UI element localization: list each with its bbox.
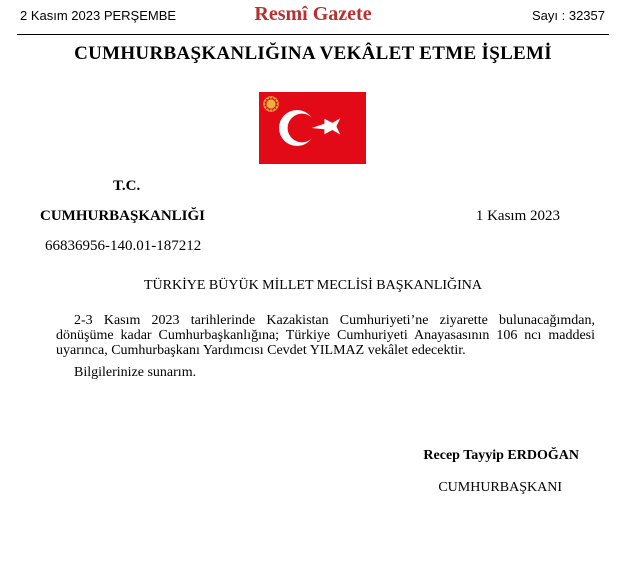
body-line: dönüşüme kadar Cumhurbaşkanlığına; Türkiye Cumhuriyeti Anayasasının 106 ncı maddesi bbox=[56, 328, 595, 343]
turkish-flag-icon bbox=[259, 92, 366, 164]
header-divider bbox=[17, 34, 609, 35]
document-title: CUMHURBAŞKANLIĞINA VEKÂLET ETME İŞLEMİ bbox=[74, 43, 552, 64]
signer-name: Recep Tayyip ERDOĞAN bbox=[423, 448, 579, 463]
body-line: 2-3 Kasım 2023 tarihlerinde Kazakistan Cumhuriyeti’ne ziyarette bulunacağımdan, bbox=[74, 313, 595, 328]
addressee: TÜRKİYE BÜYÜK MİLLET MECLİSİ BAŞKANLIĞINA bbox=[143, 278, 483, 293]
document-date: 1 Kasım 2023 bbox=[475, 208, 560, 224]
body-line: uyarınca, Cumhurbaşkanı Yardımcısı Cevdet YILMAZ vekâlet edecektir. bbox=[56, 343, 466, 358]
issue-number: Sayı : 32357 bbox=[532, 8, 605, 23]
closing-line: Bilgilerinize sunarım. bbox=[74, 365, 197, 380]
signer-title: CUMHURBAŞKANI bbox=[438, 480, 562, 495]
issuing-office: CUMHURBAŞKANLIĞI bbox=[40, 208, 206, 224]
header-date: 2 Kasım 2023 PERŞEMBE bbox=[20, 8, 177, 23]
body-paragraph bbox=[56, 313, 595, 358]
tc-heading: T.C. bbox=[113, 178, 141, 194]
gazette-header bbox=[0, 0, 626, 34]
reference-number: 66836956-140.01-187212 bbox=[45, 238, 202, 254]
gazette-name: Resmî Gazete bbox=[254, 3, 372, 25]
